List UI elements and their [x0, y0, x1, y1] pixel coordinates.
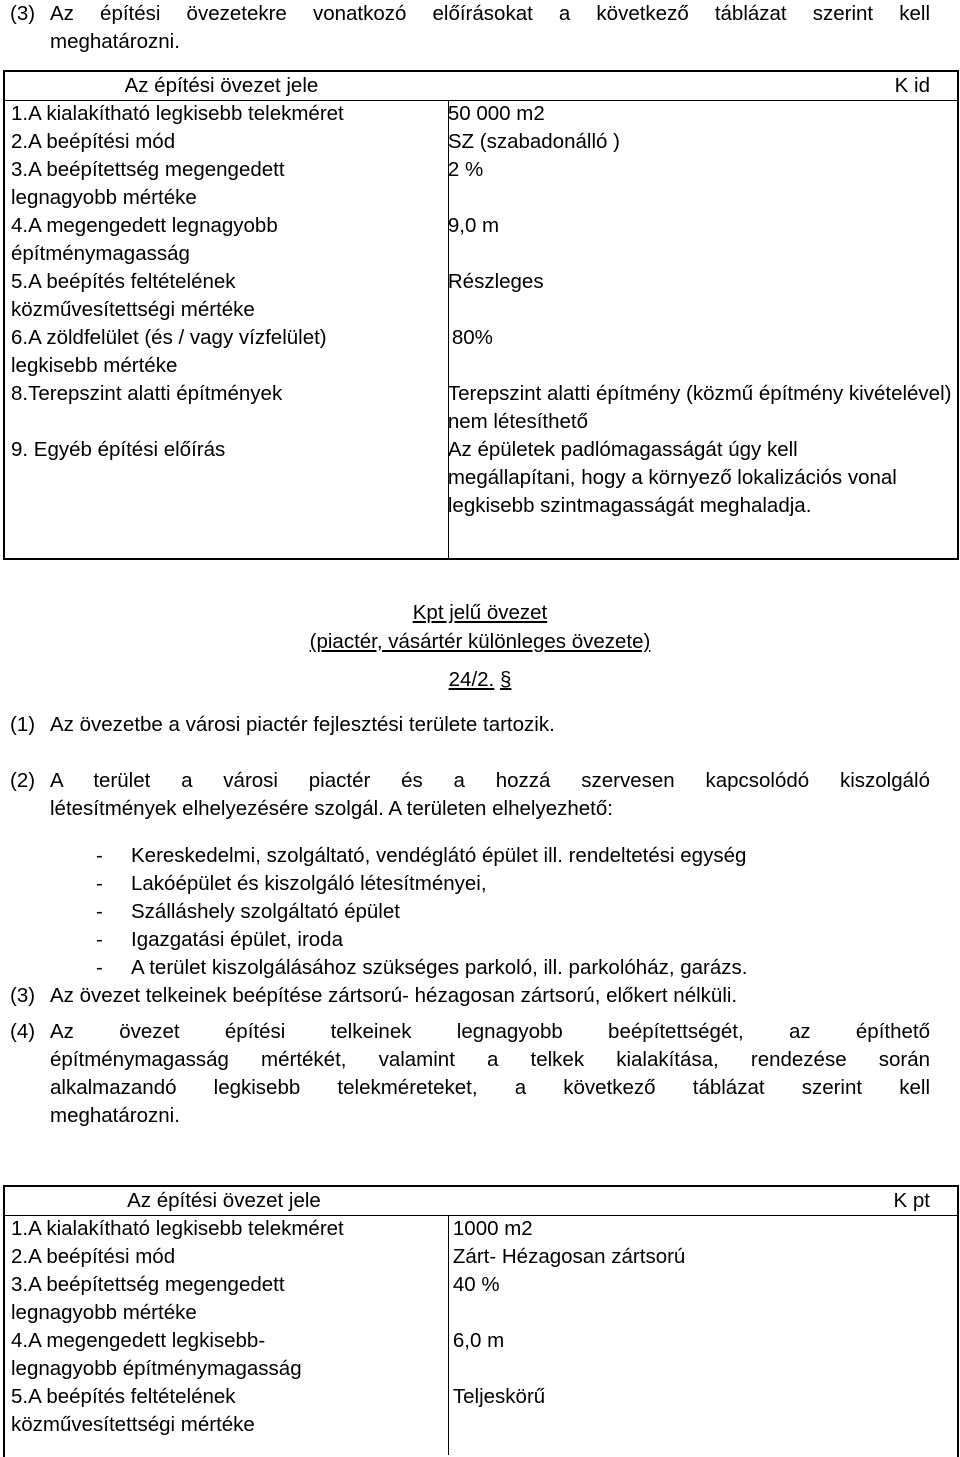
table-row [3, 1383, 960, 1439]
table-row-label: 3.A beépítettség megengedett legnagyobb mértéke [11, 1273, 285, 1324]
table-row-label: 6.A zöldfelület (és / vagy vízfelület) legkisebb mértéke [11, 326, 327, 377]
paragraph-number: (3) [10, 984, 36, 1007]
section-subtitle: (piactér, vásártér különleges övezete) [309, 630, 651, 653]
paragraph-2-line-2: létesítmények elhelyezésére szolgál. A területen elhelyezhető: [50, 797, 613, 820]
table-row [3, 436, 960, 520]
table-row [3, 100, 960, 128]
table-row-value: 50 000 m2 [447, 102, 545, 125]
table-row-label: 5.A beépítés feltételének közművesítettségi mértéke [11, 270, 255, 321]
table-row-value: 6,0 m [452, 1329, 505, 1352]
table-row [3, 268, 960, 324]
table-row-value: 9,0 m [447, 214, 500, 237]
table-row-value: Terepszint alatti építmény (közmű építmény kivételével) nem létesíthető [447, 382, 952, 433]
paragraph-number: (2) [10, 769, 36, 792]
list-item: - A terület kiszolgálásához szükséges parkoló, ill. parkolóház, garázs. [96, 956, 748, 979]
paragraph-reference: 24/2. § [448, 668, 512, 691]
table-row [3, 380, 960, 436]
table-k-id [3, 72, 960, 520]
paragraph-number: (1) [10, 713, 36, 736]
table-row-label: 5.A beépítés feltételének közművesítettségi mértéke [11, 1385, 255, 1436]
table-row-value: Az épületek padlómagasságát úgy kell megállapítani, hogy a környező lokalizációs vonal legkisebb szintmagasságát meghaladja. [447, 438, 897, 517]
table-row-label: 1.A kialakítható legkisebb telekméret [11, 1217, 344, 1240]
paragraph-number: (4) [10, 1020, 36, 1043]
intro-line-1: Az építési övezetekre vonatkozó előírásokat a következő táblázat szerint kell [50, 2, 930, 25]
table-row [3, 1243, 960, 1271]
table-row-value: 1000 m2 [452, 1217, 533, 1240]
table-header-label: Az építési övezet jele [124, 74, 319, 97]
table-k-pt [3, 1187, 960, 1439]
table-row-label: 9. Egyéb építési előírás [11, 438, 226, 461]
table-row-value: SZ (szabadonálló ) [447, 130, 620, 153]
table-row [3, 324, 960, 380]
table-row-label: 1.A kialakítható legkisebb telekméret [11, 102, 344, 125]
table-header-row [3, 72, 960, 100]
table-row-value: Teljeskörű [452, 1385, 546, 1408]
table-row-label: 2.A beépítési mód [11, 130, 176, 153]
paragraph-1-text: Az övezetbe a városi piactér fejlesztési területe tartozik. [50, 713, 555, 736]
paragraph-3-text: Az övezet telkeinek beépítése zártsorú- hézagosan zártsorú, előkert nélküli. [50, 984, 738, 1007]
table-row-label: 8.Terepszint alatti építmények [11, 382, 283, 405]
table-row-value: 80% [451, 326, 493, 349]
table-row [3, 1271, 960, 1327]
table-row [3, 1215, 960, 1243]
list-item: - Igazgatási épület, iroda [96, 928, 343, 951]
table-row-label: 2.A beépítési mód [11, 1245, 176, 1268]
table-row [3, 128, 960, 156]
table-header-value: K id [894, 74, 930, 97]
paragraph-2-line-1: A terület a városi piactér és a hozzá szervesen kapcsolódó kiszolgáló [50, 769, 930, 792]
table-row [3, 212, 960, 268]
table-row-value: Zárt- Hézagosan zártsorú [452, 1245, 686, 1268]
table-row [3, 156, 960, 212]
table-row-label: 4.A megengedett legnagyobb építménymagasság [11, 214, 278, 265]
table-row-value: Részleges [447, 270, 544, 293]
table-header-value: K pt [893, 1189, 930, 1212]
table-row-value: 2 % [447, 158, 484, 181]
table-row [3, 1327, 960, 1383]
table-row-label: 3.A beépítettség megengedett legnagyobb mértéke [11, 158, 285, 209]
paragraph-4-line-3: alkalmazandó legkisebb telekméreteket, a következő táblázat szerint kell [50, 1076, 930, 1099]
paragraph-4-line-4: meghatározni. [50, 1104, 180, 1127]
section-title: Kpt jelű övezet [412, 601, 548, 624]
table-row-label: 4.A megengedett legkisebb-legnagyobb építménymagasság [11, 1329, 302, 1380]
paragraph-4-line-2: építménymagasság mértékét, valamint a telkek kialakítása, rendezése során [50, 1048, 930, 1071]
paragraph-number: (3) [10, 2, 36, 25]
intro-line-2: meghatározni. [50, 30, 180, 53]
table-header-label: Az építési övezet jele [127, 1189, 321, 1212]
permitted-uses-list [96, 842, 936, 982]
list-item: - Lakóépület és kiszolgáló létesítményei, [96, 872, 487, 895]
list-item: - Kereskedelmi, szolgáltató, vendéglátó épület ill. rendeltetési egység [96, 844, 747, 867]
table-row-value: 40 % [452, 1273, 500, 1296]
list-item: - Szálláshely szolgáltató épület [96, 900, 400, 923]
paragraph-4-line-1: Az övezet építési telkeinek legnagyobb beépítettségét, az építhető [50, 1020, 930, 1043]
table-header-row [3, 1187, 960, 1215]
